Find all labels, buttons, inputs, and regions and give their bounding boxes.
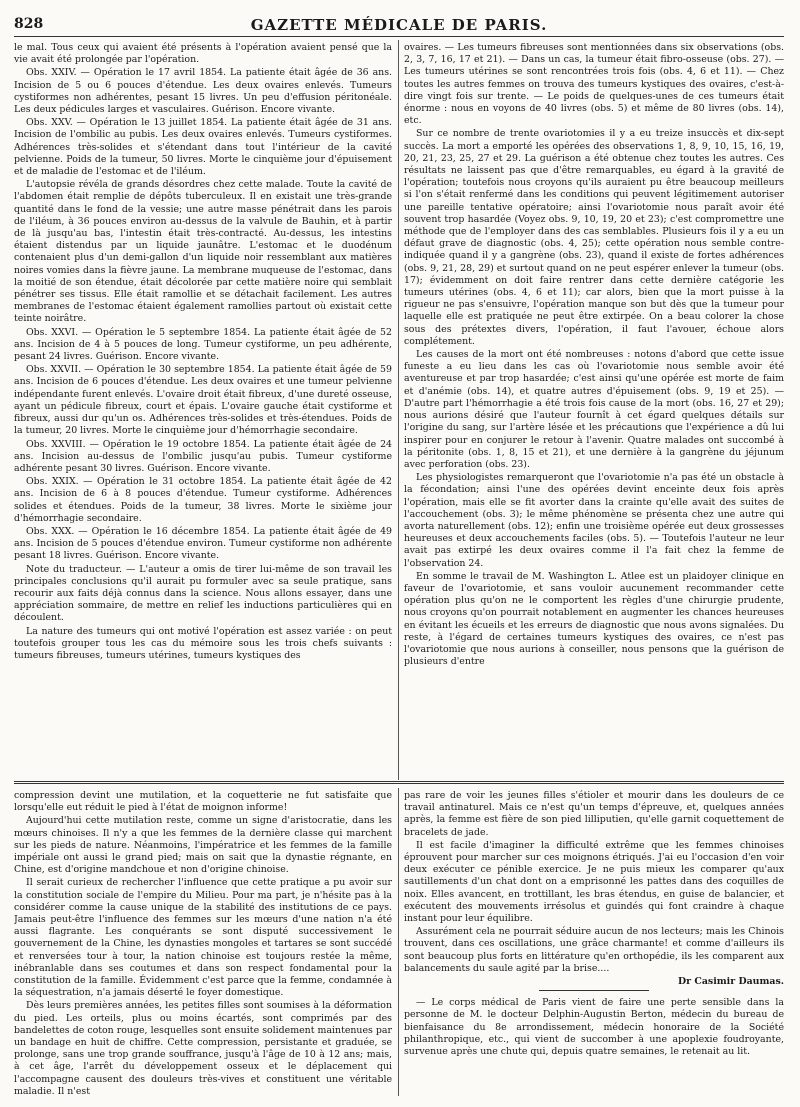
page-header xyxy=(14,14,784,37)
translator-note: Note du traducteur. — L'auteur a omis de tirer lui-même de son travail les principales conclusions qu'il aurait pu formuler avec sa seule pratique, sans recourir aux faits déjà connus dans la science. Nous allons essayer, dans une appréciation sommaire, de mettre en relief les inductions particulières qui en découlent. xyxy=(14,563,392,624)
journal-title: GAZETTE MÉDICALE DE PARIS. xyxy=(250,16,548,34)
paragraph: Les causes de la mort ont été nombreuses : notons d'abord que cette issue funeste a eu lieu dans les cas où l'ovariotomie nous semble avoir été aventureuse et par trop hasardée; c'est ainsi qu'une opérée est morte de faim et d'anémie (obs. 14), et quatre autres d'épuisement (obs. 9, 19 et 25). — D'autre part l'hémorrhagie a été trois fois cause de la mort (obs. 16, 27 et 29); nous aurions désiré que l'auteur fournît à cet égard quelques détails sur l'origine du sang, sur l'artère lésée et les précautions que l'expérience a dû lui inspirer pour en conjurer le retour à l'avenir. Quatre malades ont succombé à la péritonite (obs. 1, 8, 15 et 21), et une dernière à la gangrène du jéjunum avec perforation (obs. 23). xyxy=(404,349,784,470)
paragraph: pas rare de voir les jeunes filles s'étioler et mourir dans les douleurs de ce travail antinaturel. Mais ce n'est qu'un temps d'épreuve, et, quelques années après, la femme est fière de son pied lilliputien, qu'elle garnit coquettement de bracelets de jade. xyxy=(404,790,784,838)
obituary-notice: — Le corps médical de Paris vient de faire une perte sensible dans la personne de M. le docteur Delphin-Augustin Berton, médecin du bureau de bienfaisance du 8e arrondissement, médecin honoraire de la Société philanthropique, etc., qui vient de succomber à une apoplexie foudroyante, survenue après une chute qui, depuis quatre semaines, le retenait au lit. xyxy=(404,997,784,1058)
column-divider-bottom xyxy=(398,788,399,1096)
left-column xyxy=(14,42,392,777)
page-number: 828 xyxy=(14,16,44,32)
feuilleton-right-column xyxy=(404,790,784,1095)
observation-25: Obs. XXV. — Opération le 13 juillet 1854. La patiente était âgée de 31 ans. Incision de l'ombilic au pubis. Les deux ovaires enlevés. Tumeurs cystiformes. Adhérences très-solides et s'étendant dans tout l'intérieur de la cavité pelvienne. Poids de la tumeur, 50 livres. Morte le cinquième jour d'épuisement et de maladie de l'estomac et de l'iléum. xyxy=(14,117,392,178)
observation-30: Obs. XXX. — Opération le 16 décembre 1854. La patiente était âgée de 49 ans. Incision de 5 pouces d'étendue environ. Tumeur cystiforme non adhérente pesant 18 livres. Guérison. Encore vivante. xyxy=(14,525,392,562)
paragraph: ovaires. — Les tumeurs fibreuses sont mentionnées dans six observations (obs. 2, 3, 7, 16, 17 et 21). — Dans un cas, la tumeur était fibro-osseuse (obs. 27). — Les tumeurs utérines se sont rencontrées trois fois (obs. 4, 6 et 11). — Chez toutes les autres femmes on trouva des tumeurs kystiques des ovaires, c'est-à-dire vingt fois sur trente. — Le poids de quelques-unes de ces tumeurs était énorme : nous en voyons de 40 livres (obs. 5) et même de 80 livres (obs. 14), etc. xyxy=(404,42,784,127)
author-signature: Dr Casimir Daumas. xyxy=(678,976,784,988)
paragraph: Sur ce nombre de trente ovariotomies il y a eu treize insuccès et dix-sept succès. La mort a emporté les opérées des observations 1, 8, 9, 10, 15, 16, 19, 20, 21, 23, 25, 27 et 29. La guérison a été obtenue chez toutes les autres. Ces résultats ne laissent pas que d'être remarquables, eu égard à la gravité de l'opération; toutefois nous croyons qu'ils auraient pu être beaucoup meilleurs si l'on s'était renfermé dans les conditions qui peuvent légitimement autoriser une pareille tentative opératoire; ainsi l'ovariotomie nous paraît avoir été souvent trop hasardée (Voyez obs. 9, 10, 19, 20 et 23); c'est compromettre une méthode que de l'employer dans des cas semblables. Plusieurs fois il y a eu un défaut grave de diagnostic (obs. 4, 25); cette opération nous semble contre-indiquée quand il y a gangrène (obs. 23), quand il existe de fortes adhérences (obs. 9, 21, 28, 29) et surtout quand on ne peut espérer enlever la tumeur (obs. 17); évidemment on doit faire rentrer dans cette dernière catégorie les tumeurs utérines (obs. 4, 6 et 11); car alors, bien que la mort puisse à la rigueur ne pas s'ensuivre, l'opération manque son but dès que la tumeur pour laquelle elle est pratiquée ne peut être extirpée. On a beau colorer la chose sous des prétextes divers, l'opération, il faut l'avouer, échoue alors complétement. xyxy=(404,128,784,347)
paragraph: Les physiologistes remarqueront que l'ovariotomie n'a pas été un obstacle à la fécondation; ainsi l'une des opérées devint enceinte deux fois après l'opération, mais elle se fit avorter dans la crainte qu'elle avait des suites de l'accouchement (obs. 3); le même phénomène se présenta chez une autre qui avorta naturellement (obs. 12); enfin une troisième opérée eut deux grossesses heureuses et deux accouchements faciles (obs. 5). — Toutefois l'auteur ne leur avait pas extirpé les deux ovaires comme il l'a fait chez la femme de l'observation 24. xyxy=(404,472,784,569)
section-divider xyxy=(14,781,784,782)
feuilleton-left-column xyxy=(14,790,392,1095)
paragraph: La nature des tumeurs qui ont motivé l'opération est assez variée : on peut toutefois grouper tous les cas du mémoire sous les trois chefs suivants : tumeurs fibreuses, tumeurs utérines, tumeurs kystiques des xyxy=(14,625,392,661)
autopsy-paragraph: L'autopsie révéla de grands désordres chez cette malade. Toute la cavité de l'abdomen était remplie de dépôts tuberculeux. Il en existait une très-grande quantité dans le fond de la vessie; une autre masse pénétrait dans les parois de l'iléum, à 36 pouces environ au-dessus de la valvule de Bauhin, et à partir de là jusqu'au bas, l'intestin était très-contracté. Au-dessus, les intestins étaient distendus par un liquide jaunâtre. L'estomac et le duodénum contenaient plus d'un demi-gallon d'un liquide noir ressemblant aux matières noires vomies dans la fièvre jaune. La membrane muqueuse de l'estomac, dans la moitié de son étendue, était décolorée par cette matière noire qui semblait pénétrer ses tissus. Elle était ramollie et se détachait facilement. Les autres membranes de l'estomac étaient également ramollies partout où existait cette teinte noirâtre. xyxy=(14,179,392,325)
right-column xyxy=(404,42,784,777)
paragraph: Assurément cela ne pourrait séduire aucun de nos lecteurs; mais les Chinois trouvent, dans ces oscillations, une grâce charmante! et comme d'ailleurs ils sont beaucoup plus forts en littérature qu'en orthopédie, ils les comparent aux balancements du saule agité par la brise.... xyxy=(404,926,784,974)
observation-26: Obs. XXVI. — Opération le 5 septembre 1854. La patiente était âgée de 52 ans. Incision de 4 à 5 pouces de long. Tumeur cystiforme, un peu adhérente, pesant 24 livres. Guérison. Encore vivante. xyxy=(14,326,392,363)
observation-29: Obs. XXIX. — Opération le 31 octobre 1854. La patiente était âgée de 42 ans. Incision de 6 à 8 pouces d'étendue. Tumeur cystiforme. Adhérences solides et étendues. Poids de la tumeur, 38 livres. Morte le sixième jour d'hémorrhagie secondaire. xyxy=(14,476,392,524)
observation-27: Obs. XXVII. — Opération le 30 septembre 1854. La patiente était âgée de 59 ans. Incision de 6 pouces d'étendue. Les deux ovaires et une tumeur pelvienne indépendante furent enlevés. L'ovaire droit était fibreux, d'une dureté osseuse, ayant un pédicule fibreux, court et épais. L'ovaire gauche était cystiforme et fibreux, aussi dur qu'un os. Adhérences très-solides et très-étendues. Poids de la tumeur, 20 livres. Morte le cinquième jour d'hémorrhagie secondaire. xyxy=(14,364,392,437)
column-divider-top xyxy=(398,40,399,780)
signature-divider xyxy=(539,990,649,991)
paragraph: le mal. Tous ceux qui avaient été présents à l'opération avaient pensé que la vie avait été prolongée par l'opération. xyxy=(14,42,392,66)
paragraph: En somme le travail de M. Washington L. Atlee est un plaidoyer clinique en faveur de l'ovariotomie, et sans vouloir aucunement recommander cette opération plus qu'on ne le comportent les règles d'une chirurgie prudente, nous croyons qu'on pourrait notablement en augmenter les chances heureuses en évitant les écueils et les erreurs de diagnostic que nous avons signalées. Du reste, à l'égard de certaines tumeurs kystiques des ovaires, ce n'est pas l'ovariotomie que nous aurions à conseiller, nous pensons que la guérison de plusieurs d'entre xyxy=(404,570,784,668)
observation-24: Obs. XXIV. — Opération le 17 avril 1854. La patiente était âgée de 36 ans. Incision de 5 ou 6 pouces d'étendue. Les deux ovaires enlevés. Tumeurs cystiformes non adhérentes, pesant 15 livres. Un peu d'effusion péritonéale. Les deux pédicules larges et vasculaires. Guérison. Encore vivante. xyxy=(14,67,392,116)
paragraph: Dès leurs premières années, les petites filles sont soumises à la déformation du pied. Les orteils, plus ou moins écartés, sont comprimés par des bandelettes de coton rouge, lesquelles sont ensuite solidement maintenues par un bandage en huit de chiffre. Cette compression, persistante et graduée, se prolonge, sans une trop grande souffrance, jusqu'à l'âge de 10 à 12 ans; mais, à cet âge, l'arrêt du développement osseux et le déplacement qui l'accompagne causent des douleurs très-vives et constituent une véritable maladie. Il n'est xyxy=(14,1000,392,1095)
paragraph: Il serait curieux de rechercher l'influence que cette pratique a pu avoir sur la constitution sociale de l'empire du Milieu. Pour ma part, je n'hésite pas à la considérer comme la cause unique de la stabilité des institutions de ce pays. Jamais peut-être l'influence des femmes sur les mœurs d'une nation n'a été aussi flagrante. Les conquérants se sont disputé successivement le gouvernement de la Chine, les dynasties mongoles et tartares se sont succédé et renversées tour à tour, la nation chinoise est toujours restée la même, inébranlable dans ses coutumes et dans son respect fondamental pour la constitution de la famille. Évidemment c'est parce que la femme, condamnée à la séquestration, n'a jamais déserté le foyer domestique. xyxy=(14,877,392,999)
paragraph: Aujourd'hui cette mutilation reste, comme un signe d'aristocratie, dans les mœurs chinoises. Il n'y a que les femmes de la dernière classe qui marchent sur les pieds de nature. Néanmoins, l'impératrice et les femmes de la famille impériale ont aussi le grand pied; mais on sait que la dynastie régnante, en Chine, est d'origine mandchoue et non d'origine chinoise. xyxy=(14,815,392,876)
observation-28: Obs. XXVIII. — Opération le 19 octobre 1854. La patiente était âgée de 24 ans. Incision au-dessus de l'ombilic jusqu'au pubis. Tumeur cystiforme adhérente pesant 30 livres. Guérison. Encore vivante. xyxy=(14,438,392,474)
paragraph: compression devint une mutilation, et la coquetterie ne fut satisfaite que lorsqu'elle eut réduit le pied à l'état de moignon informe! xyxy=(14,790,392,814)
section-divider xyxy=(14,783,784,784)
paragraph: Il est facile d'imaginer la difficulté extrême que les femmes chinoises éprouvent pour marcher sur ces moignons étriqués. J'ai eu l'occasion d'en voir deux exécuter ce pénible exercice. Je ne puis mieux les comparer qu'aux sautillements d'un chat dont on a emprisonné les pattes dans des coquilles de noix. Elles avancent, en trottillant, les bras étendus, en guise de balancier, et exécutent des mouvements irrésolus et guindés qui font craindre à chaque instant pour leur équilibre. xyxy=(404,839,784,925)
